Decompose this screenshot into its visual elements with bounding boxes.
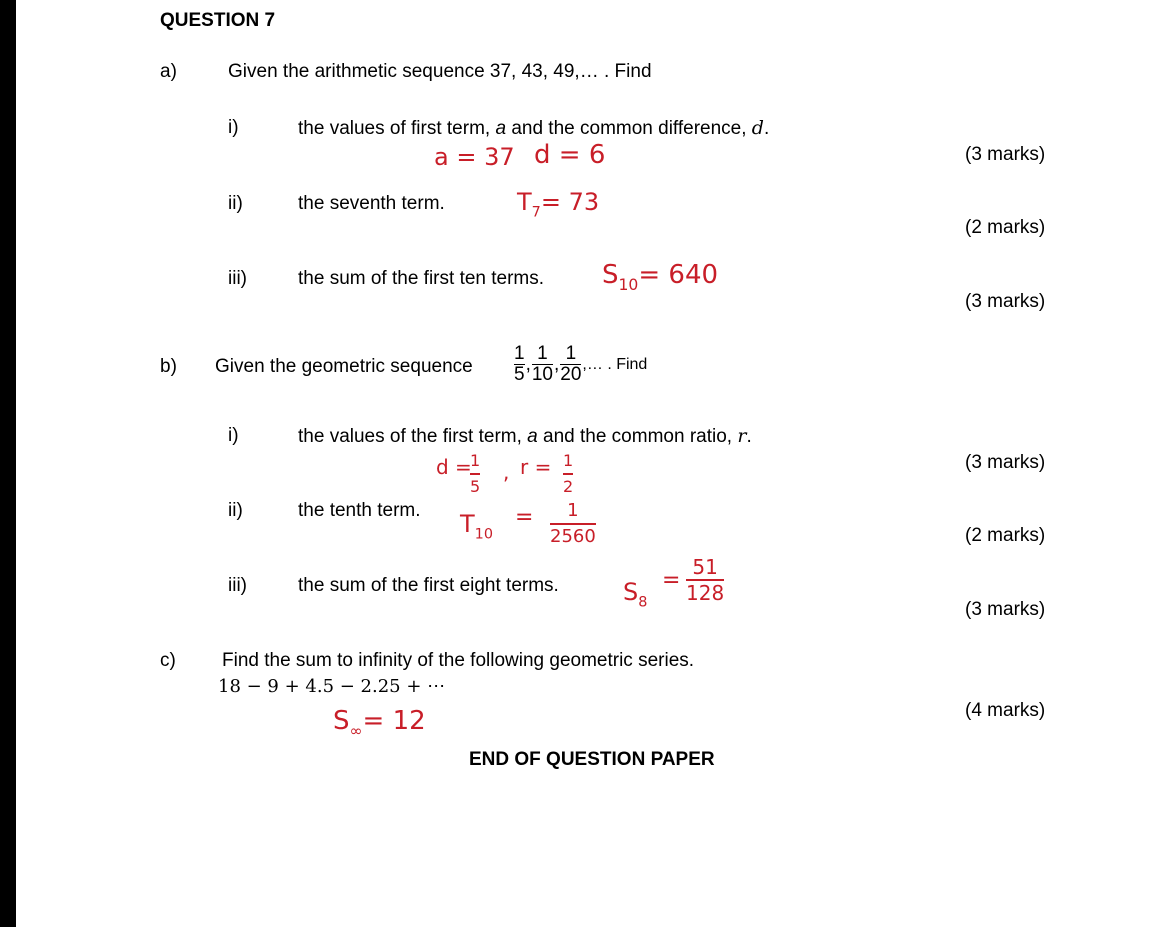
- part-a-i-label: i): [228, 117, 239, 138]
- seq-fraction: $\frac{1}{10}$: [531, 343, 553, 385]
- part-b-iii-text: the sum of the first eight terms.: [298, 575, 559, 596]
- answer-b-iii-eq: =: [662, 568, 681, 593]
- question-title: QUESTION 7: [160, 10, 276, 31]
- part-c-label: c): [160, 650, 176, 671]
- marks-a-ii: (2 marks): [965, 217, 1046, 238]
- part-b-label: b): [160, 356, 177, 377]
- marks-c: (4 marks): [965, 700, 1046, 721]
- part-a-ii-text: the seventh term.: [298, 193, 445, 214]
- end-of-paper: END OF QUESTION PAPER: [469, 749, 715, 770]
- answer-a-iii: $S_{10}= 640$: [602, 260, 719, 295]
- part-b-ii-text: the tenth term.: [298, 500, 421, 521]
- part-a-i-text: the values of first term, a and the common difference, d.: [298, 117, 770, 139]
- answer-b-ii-eq: =: [515, 505, 534, 530]
- answer-b-i-first-fraction: 1 5: [470, 451, 481, 496]
- part-a-ii-label: ii): [228, 193, 243, 214]
- part-b-prompt-pre: Given the geometric sequence: [215, 356, 473, 377]
- marks-a-i: (3 marks): [965, 144, 1046, 165]
- part-b-sequence: $\frac{1}{5}$ , $\frac{1}{10}$ , $\frac{1}{20}$ ,… . Find: [514, 343, 648, 385]
- part-a-prompt: Given the arithmetic sequence 37, 43, 49,… . Find: [228, 61, 652, 82]
- answer-b-ii-lhs: $T_{10}$: [460, 510, 493, 543]
- marks-a-iii: (3 marks): [965, 291, 1046, 312]
- answer-b-i-ratio-fraction: 1 2: [563, 451, 574, 496]
- answer-a-i-difference: d = 6: [534, 140, 606, 170]
- answer-b-i-sep: ,: [503, 460, 510, 484]
- seq-fraction: $\frac{1}{20}$: [560, 343, 582, 385]
- part-b-i-label: i): [228, 425, 239, 446]
- answer-b-iii-fraction: 51 128: [686, 555, 725, 605]
- marks-b-iii: (3 marks): [965, 599, 1046, 620]
- part-a-iii-text: the sum of the first ten terms.: [298, 268, 545, 289]
- answer-a-ii: $T_7= 73$: [517, 188, 600, 221]
- part-b-iii-label: iii): [228, 575, 247, 596]
- marks-b-i: (3 marks): [965, 452, 1046, 473]
- answer-a-i-first-term: a = 37: [434, 143, 515, 171]
- part-c-series: 18 − 9 + 4.5 − 2.25 + ⋯: [218, 676, 446, 697]
- answer-c: $S_\infty= 12$: [333, 706, 426, 741]
- part-b-i-text: the values of the first term, a and the common ratio, r.: [298, 425, 752, 447]
- left-black-bar: [0, 0, 16, 927]
- answer-b-i-ratio-lhs: r =: [520, 455, 552, 479]
- answer-b-i-lhs: d =: [436, 455, 472, 479]
- answer-b-iii-lhs: $S_8$: [623, 578, 648, 611]
- part-a-label: a): [160, 61, 177, 82]
- part-a-iii-label: iii): [228, 268, 247, 289]
- part-b-ii-label: ii): [228, 500, 243, 521]
- marks-b-ii: (2 marks): [965, 525, 1046, 546]
- seq-fraction: $\frac{1}{5}$: [514, 343, 525, 385]
- part-c-prompt: Find the sum to infinity of the following geometric series.: [222, 650, 695, 671]
- answer-b-ii-fraction: 1 2560: [550, 500, 596, 547]
